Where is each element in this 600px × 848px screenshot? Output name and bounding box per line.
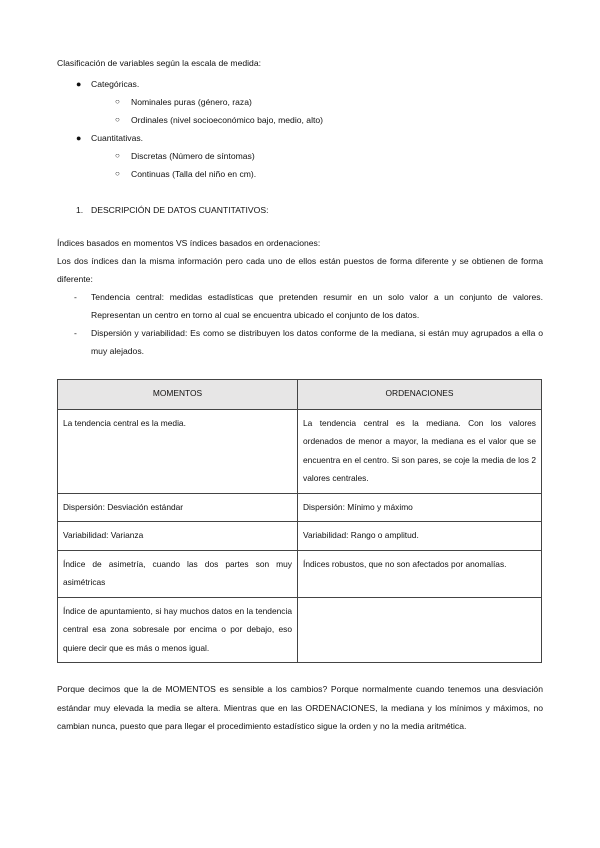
table-cell-empty xyxy=(298,597,542,663)
table-cell: Dispersión: Mínimo y máximo xyxy=(298,493,542,522)
table-header-momentos: MOMENTOS xyxy=(58,380,298,410)
category-label: Categóricas. xyxy=(91,79,140,89)
dash-bullet-icon: - xyxy=(74,328,77,338)
definition-text: Tendencia central: medidas estadísticas que pretenden resumir en un solo valor a un conjunto de valores. Representan un centro en torno al cual se encuentra ubicado el conjunto de los datos. xyxy=(91,292,543,320)
circle-bullet-icon: ○ xyxy=(115,115,120,124)
list-item-categoricas xyxy=(57,75,543,93)
conclusion-paragraph: Porque decimos que la de MOMENTOS es sensible a los cambios? Porque normalmente cuando tenemos una desviación estándar muy elevada la media se altera. Mientras que en las ORDENACIONES, la mediana y los mínimos y máximos, no cambian nunca, puesto que para llegar el procedimiento estadístico sigue la orden y no la media aritmética. xyxy=(57,684,543,732)
classification-heading: Clasificación de variables según la escala de medida: xyxy=(57,58,261,68)
table-row xyxy=(58,597,542,663)
table-header-row xyxy=(58,380,542,410)
section-number: 1. xyxy=(76,205,84,215)
list-subitem-nominales xyxy=(57,93,543,111)
subitem-label: Continuas (Talla del niño en cm). xyxy=(131,169,257,179)
list-subitem-continuas xyxy=(57,165,543,183)
compare-title: Índices basados en momentos VS índices basados en ordenaciones: xyxy=(57,238,321,248)
table-cell: Índices robustos, que no son afectados por anomalías. xyxy=(298,550,542,597)
list-subitem-ordinales xyxy=(57,111,543,129)
list-item-cuantitativas xyxy=(57,129,543,147)
table-cell: La tendencia central es la mediana. Con los valores ordenados de menor a mayor, la mediana es el valor que se encuentra en el centro. Si son pares, se coje la media de los 2 valores centrales. xyxy=(298,409,542,493)
circle-bullet-icon: ○ xyxy=(115,97,120,106)
table-row xyxy=(58,522,542,551)
section-title xyxy=(57,201,543,219)
definition-tendencia-central xyxy=(57,288,543,324)
table-cell: Variabilidad: Varianza xyxy=(58,522,298,551)
table-cell: Índice de apuntamiento, si hay muchos datos en la tendencia central esa zona sobresale por encima o por debajo, eso quiere decir que es más o menos igual. xyxy=(58,597,298,663)
definition-text: Dispersión y variabilidad: Es como se distribuyen los datos conforme de la mediana, si están muy agrupados a ella o muy alejados. xyxy=(91,328,543,356)
list-subitem-discretas xyxy=(57,147,543,165)
bullet-icon: ● xyxy=(76,133,82,143)
table-cell: Dispersión: Desviación estándar xyxy=(58,493,298,522)
table-row xyxy=(58,493,542,522)
subitem-label: Discretas (Número de síntomas) xyxy=(131,151,255,161)
circle-bullet-icon: ○ xyxy=(115,151,120,160)
circle-bullet-icon: ○ xyxy=(115,169,120,178)
variable-classification-list xyxy=(57,75,543,183)
comparison-table xyxy=(57,379,542,663)
bullet-icon: ● xyxy=(76,79,82,89)
section-title-text: DESCRIPCIÓN DE DATOS CUANTITATIVOS: xyxy=(91,205,269,215)
table-cell: La tendencia central es la media. xyxy=(58,409,298,493)
table-cell: Índice de asimetría, cuando las dos partes son muy asimétricas xyxy=(58,550,298,597)
compare-intro-paragraph: Los dos índices dan la misma información pero cada uno de ellos están puestos de forma diferente y se obtienen de forma diferente: xyxy=(57,256,543,284)
subitem-label: Ordinales (nivel socioeconómico bajo, medio, alto) xyxy=(131,115,324,125)
subitem-label: Nominales puras (género, raza) xyxy=(131,97,252,107)
category-label: Cuantitativas. xyxy=(91,133,144,143)
table-cell: Variabilidad: Rango o amplitud. xyxy=(298,522,542,551)
table-header-ordenaciones: ORDENACIONES xyxy=(298,380,542,410)
definition-dispersion xyxy=(57,324,543,360)
document-page xyxy=(57,54,543,736)
table-row xyxy=(58,550,542,597)
dash-bullet-icon: - xyxy=(74,292,77,302)
table-row xyxy=(58,409,542,493)
